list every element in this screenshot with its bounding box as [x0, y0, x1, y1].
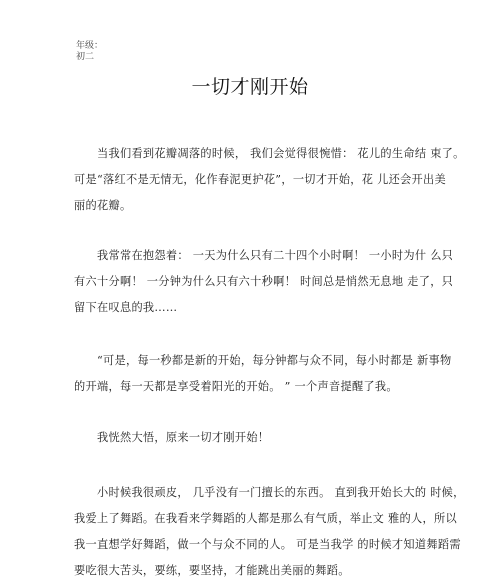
paragraph-line: 我常常在抱怨着： 一天为什么只有二十四个小时啊！ 一小时为什 么只 [74, 249, 454, 262]
paragraph-line: 要吃很大苦头，要练，要坚持，才能跳出美丽的舞蹈。 [74, 564, 350, 577]
grade-value: 初二 [76, 52, 95, 62]
paragraph-4 [74, 425, 436, 451]
paragraph-line: 我一直想学好舞蹈，做一个与众不同的人。 可是当我学 的时候才知道舞蹈需 [74, 538, 461, 551]
grade-label: 年级： [76, 41, 104, 51]
paragraph-2 [74, 243, 454, 321]
paragraph-line: 我爱上了舞蹈。在我看来学舞蹈的人都是那么有气质，举止文 雅的人，所以 [74, 512, 457, 525]
paragraph-line: 小时候我很顽皮， 几乎没有一门擅长的东西。 直到我开始长大的 时候， [74, 486, 465, 499]
paragraph-3 [74, 348, 452, 400]
paragraph-line: 留下在叹息的我…… [74, 301, 178, 314]
paragraph-line: 当我们看到花瓣凋落的时候， 我们会觉得很惋惜： 花儿的生命结 束了。 [74, 147, 465, 160]
paragraph-line: 的开端，每一天都是享受着阳光的开始。 ” 一个声音提醒了我。 [74, 380, 398, 393]
paragraph-5 [74, 480, 465, 584]
page-title: 一切才刚开始 [191, 76, 309, 98]
paragraph-line: 有六十分啊！ 一分钟为什么只有六十秒啊！ 时间总是悄然无息地 走了，只 [74, 275, 454, 288]
paragraph-line: 我恍然大悟，原来一切才刚开始！ [74, 431, 270, 444]
paragraph-line: “可是，每一秒都是新的开始，每分钟都与众不同，每小时都是 新事物 [74, 354, 452, 367]
paragraph-line: 丽的花瓣。 [74, 199, 132, 212]
paragraph-1 [74, 141, 465, 219]
paragraph-line: 可是“落红不是无情无，化作春泥更护花”，一切才开始，花 儿还会开出美 [74, 173, 447, 186]
